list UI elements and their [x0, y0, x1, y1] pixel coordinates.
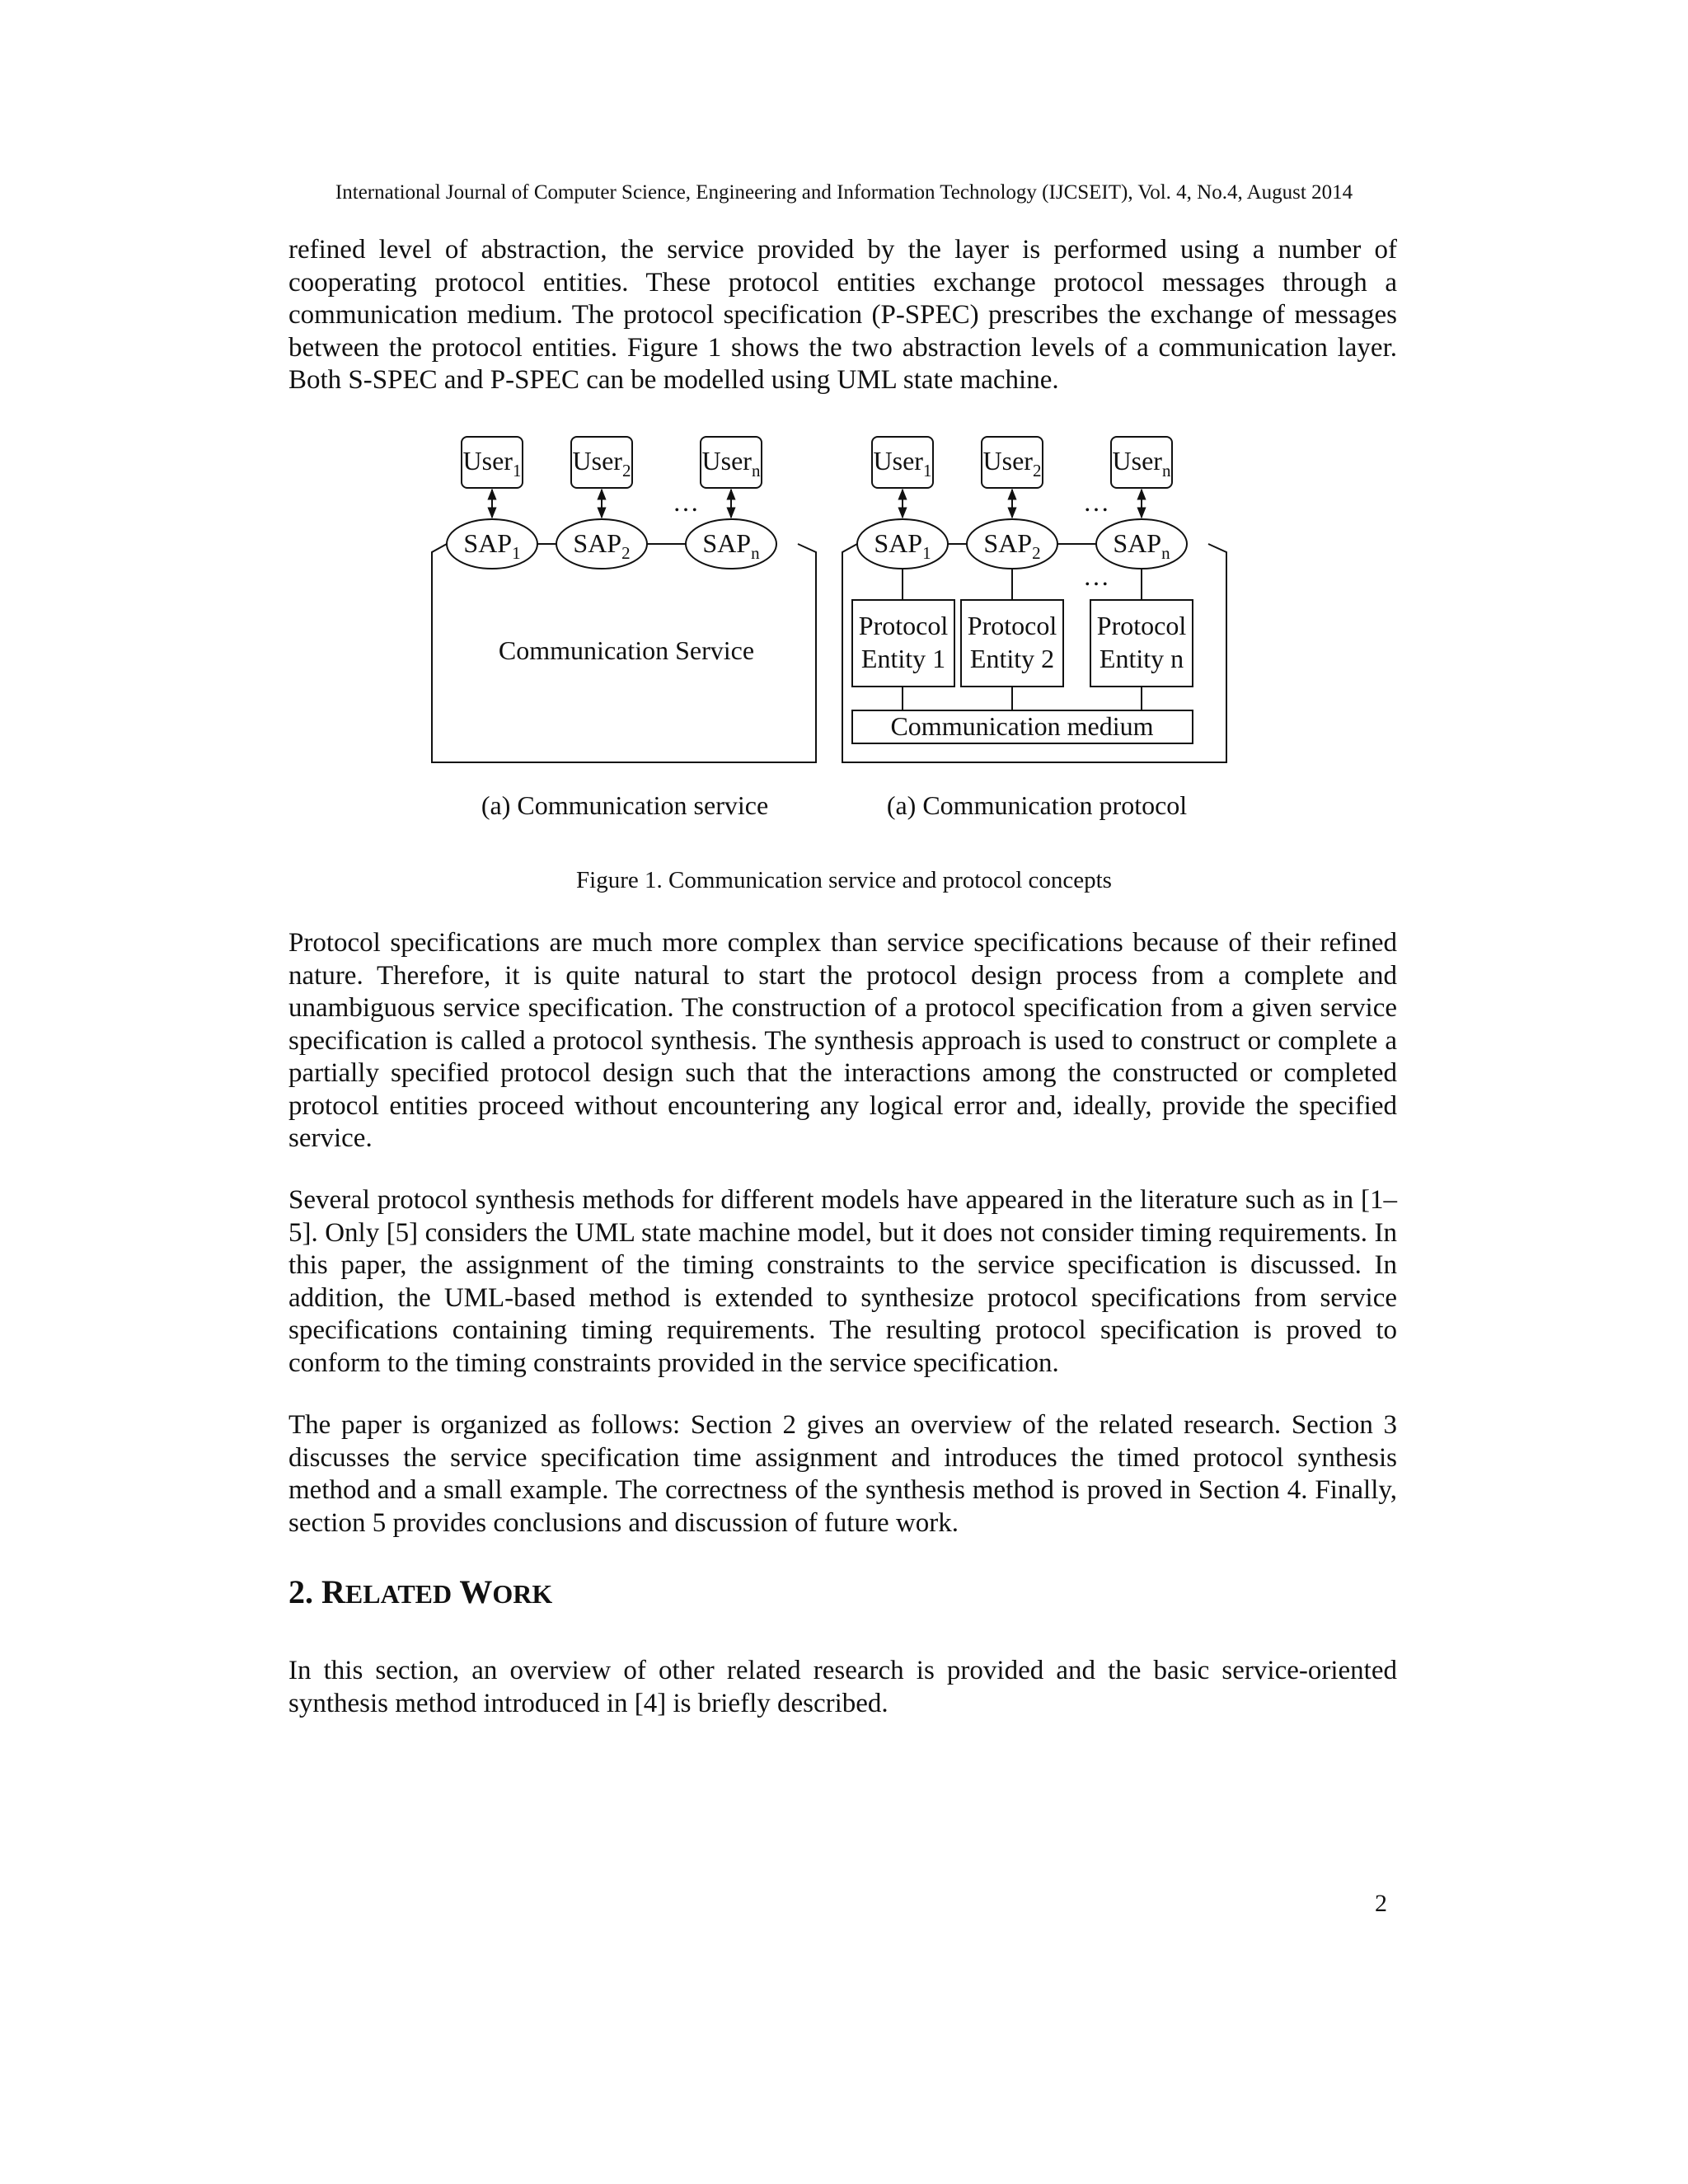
sap-label-right-1: $SAP_1$ [874, 528, 931, 563]
section-word-rest: ORK [492, 1579, 553, 1609]
sap-label-right-2: $SAP_2$ [983, 528, 1041, 563]
user-label-left-2: User$_2$ [572, 446, 631, 480]
communication-medium-label: Communication medium [890, 711, 1154, 741]
ellipsis-right-top: … [1083, 487, 1109, 517]
user-label-right-n: User$_n$ [1112, 446, 1171, 480]
section-number: 2. [288, 1573, 321, 1610]
service-box-label: Communication Service [498, 635, 755, 665]
ellipsis-right-bottom: … [1083, 561, 1109, 591]
user-label-left-n: User$_n$ [701, 446, 761, 480]
body-paragraph: In this section, an overview of other related research is provided and the basic service-oriented synthesis method introduced in [4] is briefly described. [288, 1656, 1397, 1718]
protocol-entity-2-line1: Protocol [967, 611, 1057, 640]
sap-label-right-n: $SAP_n$ [1113, 528, 1170, 563]
protocol-entity-n-line2: Entity n [1099, 644, 1184, 673]
protocol-entity-1-line1: Protocol [858, 611, 949, 640]
subcaption-b: (a) Communication protocol [886, 790, 1188, 820]
user-label-left-1: User$_1$ [462, 446, 522, 480]
section-initial-w: W [459, 1573, 493, 1610]
body-paragraph: refined level of abstraction, the service provided by the layer is performed using a number of cooperating protocol entities. These protocol entities exchange protocol messages through a communication medium. The protocol specification (P-SPEC) prescribes the exchange of messages between the protocol entities. Figure 1 shows the two abstraction levels of a communication layer. Both S-SPEC and P-SPEC can be modelled using UML state machine. [288, 235, 1397, 395]
user-label-right-1: User$_1$ [873, 446, 932, 480]
section-initial-r: R [321, 1573, 345, 1610]
body-paragraph: Protocol specifications are much more complex than service specifications because of their refined nature. Therefore, it is quite natural to start the protocol design process from a complete and unambiguous service specification. The construction of a protocol specification from a given service specification is called a protocol synthesis. The synthesis approach is used to construct or complete a partially specified protocol design such that the interactions among the constructed or completed protocol entities proceed without encountering any logical error and, ideally, provide the specified service. [288, 928, 1397, 1153]
section-space [452, 1573, 459, 1610]
figure-1 [429, 429, 1253, 841]
protocol-entity-2-line2: Entity 2 [969, 644, 1055, 673]
figure-caption: Figure 1. Communication service and protocol concepts [576, 867, 1112, 893]
protocol-entity-n-line1: Protocol [1096, 611, 1187, 640]
body-paragraph: The paper is organized as follows: Section 2 gives an overview of the related research. Section 3 discusses the service specification time assignment and introduces the timed protocol synthesis method and a small example. The correctness of the synthesis method is proved in Section 4. Finally, section 5 provides conclusions and discussion of future work. [288, 1410, 1397, 1538]
subcaption-a: (a) Communication service [481, 790, 769, 820]
user-label-right-2: User$_2$ [982, 446, 1042, 480]
sap-label-left-1: $SAP_1$ [463, 528, 521, 563]
sap-label-left-n: $SAP_n$ [702, 528, 760, 563]
ellipsis-left: … [673, 487, 699, 517]
sap-label-left-2: $SAP_2$ [573, 528, 631, 563]
body-paragraph: Several protocol synthesis methods for different models have appeared in the literature such as in [1–5]. Only [5] considers the UML state machine model, but it does not consider timing requirements. In this paper, the assignment of the timing constraints to the service specification is discussed. In addition, the UML-based method is extended to synthesize protocol specifications from service specifications containing timing requirements. The resulting protocol specification is proved to conform to the timing constraints provided in the service specification. [288, 1185, 1397, 1378]
section-word-rest: ELATED [345, 1579, 452, 1609]
protocol-entity-1-line2: Entity 1 [860, 644, 946, 673]
section-heading [288, 1572, 552, 1611]
figure-1-diagram [429, 429, 1253, 841]
page-number: 2 [1375, 1890, 1387, 1917]
journal-header: International Journal of Computer Science, Engineering and Information Technology (IJCSEIT), Vol. 4, No.4, August 2014 [335, 181, 1353, 204]
